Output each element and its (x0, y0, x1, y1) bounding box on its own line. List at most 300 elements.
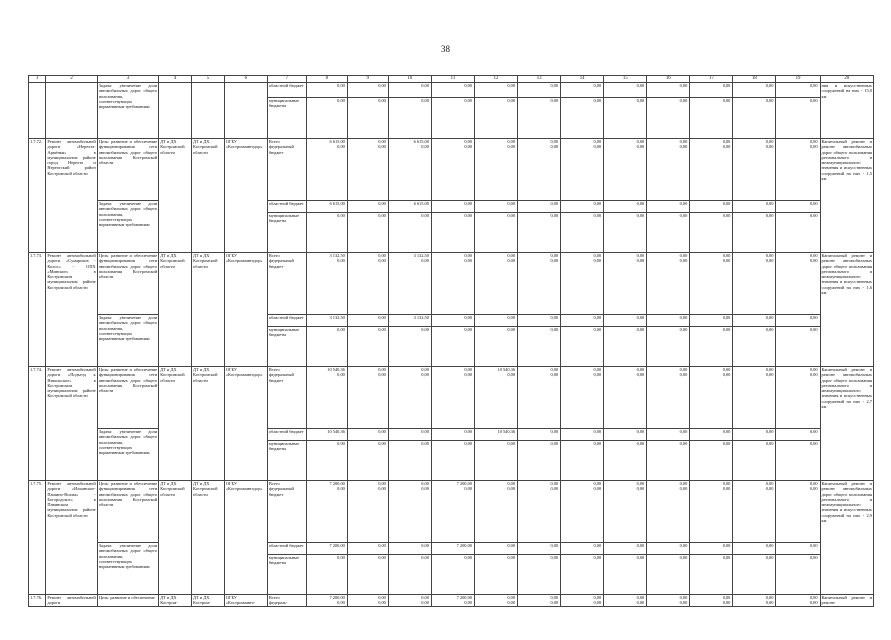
amount-cell: 0,00 (690, 315, 733, 327)
amount-cell: 0,00 (518, 543, 561, 555)
amount-federal: 0,00 (722, 258, 731, 264)
amount-federal: 0,00 (809, 258, 818, 264)
amount-cell: 0,00 (604, 327, 647, 367)
column-number: 16 (647, 76, 690, 83)
amount-federal: 0,00 (550, 258, 559, 264)
amount-federal: 0,00 (636, 486, 645, 492)
amount-cell: 0,00 (306, 213, 347, 253)
amount-cell (431, 595, 474, 607)
amount-cell (604, 367, 647, 429)
item-name: Ремонт автомобильной дороги «Нерехта-Армёнки» в муниципальном районе город Нерехта и Нерехтский район Костромской области (46, 139, 97, 253)
funding-source-federal: федеральный бюджет (268, 486, 294, 497)
participant: ОГБУ «Костромаавто- (224, 595, 267, 607)
amount-cell (604, 139, 647, 201)
amount-cell (518, 139, 561, 201)
amount-cell (561, 595, 604, 607)
amount-total: 0,00 (593, 367, 602, 372)
column-number: 18 (733, 76, 776, 83)
amount-federal: 0,00 (464, 372, 472, 378)
amount-cell: 0,00 (431, 213, 474, 253)
executor: ДТ и ДХ Костромской области (159, 367, 192, 481)
amount-cell: 0,00 (388, 327, 431, 367)
item-number (29, 83, 46, 139)
amount-total: 7 200,00 (456, 481, 472, 486)
amount-cell: 0,00 (561, 429, 604, 441)
amount-cell: 0,00 (604, 83, 647, 98)
amount-federal: 0,00 (765, 258, 774, 264)
funding-source (267, 481, 306, 543)
amount-cell: 0,00 (388, 213, 431, 253)
amount-cell (388, 595, 431, 607)
amount-cell: 0,00 (690, 429, 733, 441)
amount-cell (733, 367, 776, 429)
amount-line: 0,00 (593, 600, 602, 606)
amount-federal: 0,00 (679, 372, 688, 378)
amount-total: 0,00 (593, 253, 602, 258)
amount-federal: 0,00 (337, 372, 345, 378)
funding-source: муниципальные бюджеты (267, 98, 306, 139)
amount-cell: 0,00 (306, 83, 347, 98)
amount-cell: 0,00 (347, 98, 388, 139)
funding-source (267, 139, 306, 201)
table-row (29, 139, 874, 151)
amount-cell: 0,00 (306, 98, 347, 139)
amount-federal: 0,00 (464, 258, 472, 264)
column-number: 4 (159, 76, 192, 83)
funding-source: муниципальные бюджеты (267, 213, 306, 253)
amount-total: 0,00 (507, 481, 516, 486)
amount-cell: 0,00 (388, 441, 431, 481)
amount-total: 0,00 (550, 481, 559, 486)
amount-federal: 0,00 (809, 372, 818, 378)
amount-cell: 0,00 (347, 315, 388, 327)
amount-cell (561, 481, 604, 543)
goal-text: Цель: развитие и обеспечение (97, 595, 159, 607)
amount-cell: 0,00 (647, 213, 690, 253)
amount-cell (475, 253, 518, 315)
amount-federal: 0,00 (809, 144, 818, 150)
amount-cell: 0,00 (690, 201, 733, 213)
amount-total: 0,00 (593, 139, 602, 144)
column-number: 15 (604, 76, 647, 83)
amount-cell: 0,00 (518, 441, 561, 481)
amount-total: 0,00 (679, 253, 688, 258)
amount-line: 0,00 (765, 600, 774, 606)
funding-source-federal: федеральный бюджет (268, 258, 294, 269)
program-table (28, 75, 874, 607)
amount-total: 0,00 (765, 139, 774, 144)
amount-total: 0,00 (679, 367, 688, 372)
amount-cell: 0,00 (776, 213, 820, 253)
executor: ДТ и ДХ Костромской области (159, 139, 192, 253)
expected-result: Капитальный ремонт и ремонт автомобильных дорог общего пользования регионального и межмуниципального значения и искусственных сооружений на них - 1,6 км (820, 253, 873, 367)
amount-line: 0,00 (378, 600, 386, 606)
amount-cell (347, 253, 388, 315)
coexecutor: ДТ и ДХ Костромской области (192, 367, 225, 481)
amount-total: 0,00 (679, 481, 688, 486)
table-row (29, 429, 874, 441)
amount-cell: 0,00 (518, 315, 561, 327)
amount-cell: 0,00 (604, 201, 647, 213)
amount-cell: 0,00 (561, 98, 604, 139)
amount-line: 0,00 (593, 595, 602, 600)
expected-result: Капитальный ремонт и ремонт автомобильных дорог общего пользования регионального и межмуниципального значения и искусственных сооружений на них - 2,9 км (820, 481, 873, 595)
amount-cell: 0,00 (733, 441, 776, 481)
amount-cell: 0,00 (475, 213, 518, 253)
goal-text: Цель: развитие и обеспечение функционирования сети автомобильных дорог общего пользования Костромской области (97, 481, 159, 543)
amount-cell: 0,00 (431, 201, 474, 213)
amount-line: 0,00 (679, 595, 688, 600)
amount-line: 0,00 (636, 600, 645, 606)
amount-cell: 0,00 (388, 543, 431, 555)
funding-source: областной бюджет (267, 543, 306, 555)
amount-total: 0,00 (722, 253, 731, 258)
amount-cell: 0,00 (347, 429, 388, 441)
amount-federal: 0,00 (378, 258, 386, 264)
amount-total: 0,00 (636, 253, 645, 258)
amount-cell (647, 139, 690, 201)
amount-cell: 0,00 (733, 98, 776, 139)
amount-cell (431, 253, 474, 315)
amount-total: 0,00 (507, 139, 516, 144)
amount-cell: 0,00 (388, 83, 431, 98)
amount-cell (733, 481, 776, 543)
amount-cell (518, 367, 561, 429)
amount-cell (690, 253, 733, 315)
amount-cell: 0,00 (518, 201, 561, 213)
amount-line: 0,00 (809, 595, 818, 600)
item-number: 1.7.72. (29, 139, 46, 253)
amount-federal: 0,00 (464, 486, 472, 492)
funding-source-total: Всего (268, 481, 280, 486)
amount-cell: 0,00 (518, 327, 561, 367)
amount-cell: 6 615,00 (306, 201, 347, 213)
goal-text: Цель: развитие и обеспечение функционирования сети автомобильных дорог общего пользования Костромской области (97, 367, 159, 429)
amount-total: 0,00 (809, 253, 818, 258)
amount-cell: 0,00 (776, 327, 820, 367)
item-name (46, 83, 97, 139)
coexecutor: ДТ и ДХ Костромской области (192, 139, 225, 253)
amount-cell: 0,00 (475, 83, 518, 98)
task-text: Задача: увеличение доли автомобильных дорог общего пользования, соответствующих нормативным требованиям (97, 543, 159, 595)
table-row (29, 253, 874, 265)
amount-cell (690, 367, 733, 429)
amount-total: 0,00 (378, 367, 386, 372)
amount-total: 0,00 (636, 139, 645, 144)
amount-total: 3 132,50 (329, 253, 345, 258)
column-number: 5 (192, 76, 225, 83)
amount-line: 0,00 (722, 600, 731, 606)
amount-total: 0,00 (722, 367, 731, 372)
item-name: Ремонт автомобильной дороги «Сумароков - Колос» - ОПХ «Минское» в Костромском муниципальном районе Костромской области (46, 253, 97, 367)
amount-line: 0,00 (421, 595, 429, 600)
amount-cell (776, 139, 820, 201)
amount-cell: 0,00 (604, 543, 647, 555)
funding-source-federal: федеральный бюджет (268, 372, 294, 383)
amount-total: 0,00 (550, 367, 559, 372)
amount-cell: 0,00 (347, 83, 388, 98)
amount-cell (388, 139, 431, 201)
amount-cell: 0,00 (776, 555, 820, 595)
amount-cell: 0,00 (475, 98, 518, 139)
amount-federal: 0,00 (378, 372, 386, 378)
amount-line: 0,00 (507, 595, 516, 600)
amount-total: 3 132,50 (413, 253, 429, 258)
table-row (29, 201, 874, 213)
funding-source: областной бюджет (267, 315, 306, 327)
page-number: 38 (441, 44, 450, 54)
amount-federal: 0,00 (722, 486, 731, 492)
amount-cell: 7 200,00 (306, 543, 347, 555)
amount-cell (776, 481, 820, 543)
amount-cell: 0,00 (475, 327, 518, 367)
amount-line: 7 200,00 (329, 595, 345, 600)
column-number: 14 (561, 76, 604, 83)
amount-federal: 0,00 (337, 144, 345, 150)
amount-cell (347, 367, 388, 429)
amount-cell: 0,00 (690, 555, 733, 595)
amount-total: 0,00 (378, 139, 386, 144)
executor: ДТ и ДХ Костромской области (159, 481, 192, 595)
executor: ДТ и ДХ Костромской области (159, 253, 192, 367)
amount-cell: 0,00 (690, 98, 733, 139)
amount-cell (561, 139, 604, 201)
participant (224, 83, 267, 139)
amount-cell (388, 367, 431, 429)
amount-cell (647, 595, 690, 607)
amount-cell: 0,00 (347, 441, 388, 481)
amount-cell: 0,00 (647, 441, 690, 481)
amount-line: 0,00 (464, 600, 472, 606)
amount-federal: 0,00 (679, 144, 688, 150)
amount-cell: 0,00 (776, 201, 820, 213)
coexecutor: ДТ и ДХ Костромской области (192, 253, 225, 367)
amount-line: 0,00 (809, 600, 818, 606)
column-number: 19 (776, 76, 820, 83)
amount-federal: 0,00 (636, 258, 645, 264)
amount-cell: 0,00 (733, 213, 776, 253)
amount-cell (776, 367, 820, 429)
column-number: 20 (820, 76, 873, 83)
amount-cell: 0,00 (561, 543, 604, 555)
amount-cell: 0,00 (561, 441, 604, 481)
amount-total: 6 615,00 (413, 139, 429, 144)
amount-cell (561, 367, 604, 429)
funding-source: муниципальные бюджеты (267, 327, 306, 367)
amount-federal: 0,00 (679, 258, 688, 264)
amount-cell (431, 367, 474, 429)
amount-cell: 0,00 (647, 83, 690, 98)
amount-cell (475, 367, 518, 429)
table-row (29, 367, 874, 379)
expected-result: ния и искусственных сооружений на них - 15,0 км (820, 83, 873, 139)
executor (159, 83, 192, 139)
column-number: 13 (518, 76, 561, 83)
amount-total: 0,00 (636, 367, 645, 372)
amount-cell: 0,00 (347, 555, 388, 595)
amount-cell (431, 139, 474, 201)
amount-federal: 0,00 (378, 486, 386, 492)
amount-federal: 0,00 (679, 486, 688, 492)
amount-cell: 0,00 (347, 327, 388, 367)
participant: ОГБУ «Костромаавтодор» (224, 253, 267, 367)
amount-cell (347, 139, 388, 201)
amount-cell (306, 481, 347, 543)
amount-cell (647, 481, 690, 543)
amount-cell: 0,00 (733, 429, 776, 441)
amount-cell (776, 595, 820, 607)
amount-line: 0,00 (722, 595, 731, 600)
amount-cell: 0,00 (431, 327, 474, 367)
amount-cell: 0,00 (690, 327, 733, 367)
amount-cell (733, 139, 776, 201)
amount-cell (347, 595, 388, 607)
amount-cell (647, 253, 690, 315)
amount-cell (733, 253, 776, 315)
item-name: Ремонт автомобильной дороги (47, 595, 96, 606)
participant: ОГБУ «Костромаавтодор» (224, 139, 267, 253)
funding-source: муниципальные бюджеты (267, 441, 306, 481)
funding-source-line: федераль- (268, 600, 288, 606)
amount-cell: 0,00 (776, 98, 820, 139)
amount-total: 0,00 (593, 481, 602, 486)
item-number: 1.7.76. (29, 595, 46, 607)
funding-source-line: Всего (268, 595, 280, 600)
amount-federal: 0,00 (765, 486, 774, 492)
amount-cell: 0,00 (518, 83, 561, 98)
amount-cell: 10 540,36 (475, 429, 518, 441)
amount-line: 0,00 (337, 600, 345, 606)
expected-result: Капитальный ремонт и ремонт автомобильных дорог общего пользования регионального и межмуниципального значения и искусственных сооружений на них - 1,5 км (820, 139, 873, 253)
amount-cell (647, 367, 690, 429)
amount-total: 10 540,36 (497, 367, 516, 372)
participant: ОГБУ «Костромаавтодор» (224, 367, 267, 481)
amount-cell (690, 139, 733, 201)
amount-total: 10 540,36 (327, 367, 345, 372)
amount-cell: 0,00 (388, 98, 431, 139)
amount-line: 0,00 (636, 595, 645, 600)
amount-total: 0,00 (550, 139, 559, 144)
column-number: 10 (388, 76, 431, 83)
participant: ОГБУ «Костромаавтодор» (224, 481, 267, 595)
amount-cell (518, 595, 561, 607)
column-number: 3 (97, 76, 159, 83)
amount-cell: 0,00 (561, 83, 604, 98)
goal-text: Цель: развитие и обеспечение функционирования сети автомобильных дорог общего пользования Костромской области (97, 139, 159, 201)
column-number: 6 (224, 76, 267, 83)
amount-federal: 0,00 (809, 486, 818, 492)
amount-total: 0,00 (765, 253, 774, 258)
amount-line: 0,00 (550, 595, 559, 600)
amount-cell: 0,00 (431, 83, 474, 98)
table-row (29, 543, 874, 555)
column-number-row (29, 76, 874, 83)
amount-cell (690, 595, 733, 607)
funding-source-total: Всего (268, 253, 280, 258)
amount-cell: 0,00 (431, 429, 474, 441)
amount-federal: 0,00 (722, 144, 731, 150)
funding-source-total: Всего (268, 139, 280, 144)
amount-cell: 0,00 (475, 441, 518, 481)
amount-cell: 0,00 (647, 543, 690, 555)
table-row (29, 83, 874, 98)
item-number: 1.7.73. (29, 253, 46, 367)
column-number: 7 (267, 76, 306, 83)
amount-cell: 0,00 (306, 441, 347, 481)
amount-cell: 0,00 (647, 555, 690, 595)
amount-federal: 0,00 (593, 486, 602, 492)
amount-cell: 0,00 (604, 555, 647, 595)
amount-cell: 0,00 (776, 543, 820, 555)
column-number: 17 (690, 76, 733, 83)
amount-cell: 0,00 (647, 98, 690, 139)
amount-federal: 0,00 (507, 372, 516, 378)
amount-total: 0,00 (378, 481, 386, 486)
amount-cell: 0,00 (518, 555, 561, 595)
column-number: 2 (46, 76, 97, 83)
amount-cell: 7 200,00 (431, 543, 474, 555)
task-text: Задача: увеличение доли автомобильных дорог общего пользования, соответствующих нормативным требованиям (97, 201, 159, 253)
expected-result: Капитальный ремонт и ремонт (821, 595, 872, 606)
amount-line: 0,00 (679, 600, 688, 606)
amount-federal: 0,00 (593, 258, 602, 264)
amount-cell: 0,00 (475, 555, 518, 595)
amount-cell: 3 132,50 (306, 315, 347, 327)
amount-cell: 0,00 (475, 201, 518, 213)
amount-cell (388, 253, 431, 315)
amount-cell (388, 481, 431, 543)
amount-federal: 0,00 (464, 144, 472, 150)
funding-source (267, 253, 306, 315)
amount-total: 0,00 (464, 253, 472, 258)
task-text: Задача: увеличение доли автомобильных дорог общего пользования, соответствующих нормативным требованиям (97, 315, 159, 367)
amount-cell: 0,00 (518, 213, 561, 253)
amount-total: 0,00 (679, 139, 688, 144)
amount-cell (306, 595, 347, 607)
amount-cell: 0,00 (431, 555, 474, 595)
column-number: 8 (306, 76, 347, 83)
amount-total: 0,00 (765, 481, 774, 486)
amount-cell: 0,00 (561, 327, 604, 367)
amount-total: 6 615,00 (329, 139, 345, 144)
amount-cell: 0,00 (475, 543, 518, 555)
amount-federal: 0,00 (337, 486, 345, 492)
item-name: Ремонт автомобильной дороги «Подъезд к Никольское» в Костромском муниципальном районе Костромской области (46, 367, 97, 481)
amount-cell: 0,00 (431, 315, 474, 327)
amount-federal: 0,00 (421, 486, 429, 492)
amount-cell (561, 253, 604, 315)
coexecutor: ДТ и ДХ Костромской области (192, 481, 225, 595)
amount-cell: 0,00 (604, 213, 647, 253)
amount-cell (690, 481, 733, 543)
amount-cell: 0,00 (561, 315, 604, 327)
amount-cell (518, 253, 561, 315)
column-number: 11 (431, 76, 474, 83)
amount-cell: 0,00 (690, 83, 733, 98)
amount-federal: 0,00 (421, 144, 429, 150)
amount-total: 0,00 (550, 253, 559, 258)
amount-total: 0,00 (636, 481, 645, 486)
amount-cell (604, 481, 647, 543)
amount-cell: 0,00 (733, 201, 776, 213)
goal-text: Цель: развитие и обеспечение функционирования сети автомобильных дорог общего пользования Костромской области (97, 253, 159, 315)
column-number: 9 (347, 76, 388, 83)
amount-cell: 0,00 (733, 555, 776, 595)
amount-cell (475, 481, 518, 543)
amount-cell (431, 481, 474, 543)
funding-source: областной бюджет (267, 429, 306, 441)
amount-cell: 0,00 (306, 555, 347, 595)
